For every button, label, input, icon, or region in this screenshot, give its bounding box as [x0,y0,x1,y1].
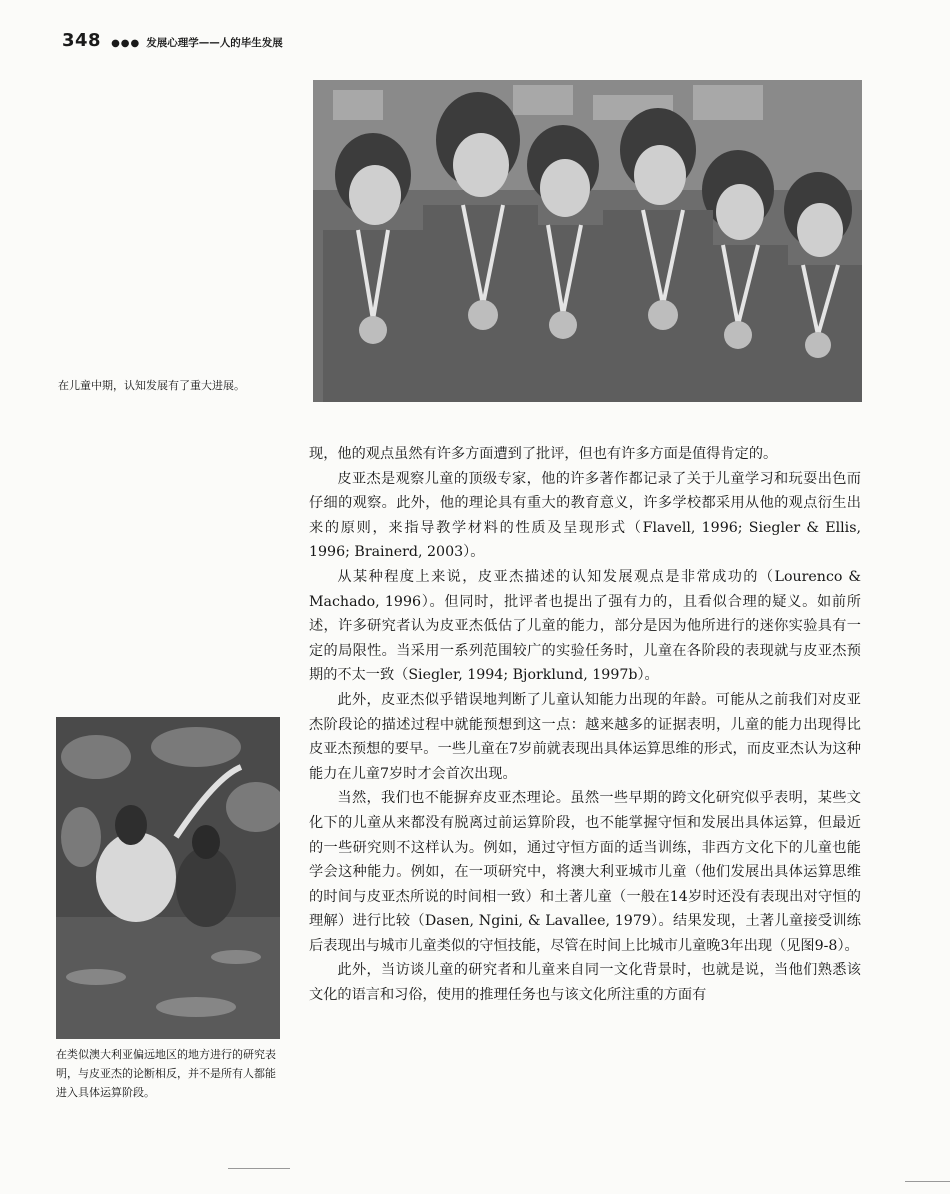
margin-rule [905,1181,950,1182]
running-header [62,30,283,51]
body-text [309,442,861,1008]
bottom-photo-caption: 在类似澳大利亚偏远地区的地方进行的研究表明，与皮亚杰的论断相反，并不是所有人都能进入具体运算阶段。 [56,1048,276,1099]
header-dots: ●●● [111,38,141,49]
paragraph: 现，他的观点虽然有许多方面遭到了批评，但也有许多方面是值得肯定的。 [309,446,778,462]
paragraph: 从某种程度上来说，皮亚杰描述的认知发展观点是非常成功的（Lourenco & Machado, 1996）。但同时，批评者也提出了强有力的，且看似合理的疑义。如前所述，许多研究者认为皮亚杰低估了儿童的能力，部分是因为他所进行的迷你实验具有一定的局限性。当采用一系列范围较广的实验任务时，儿童在各阶段的表现就与皮亚杰预期的不太一致（Siegler, 1994; Bjorklund, 1997b）。 [309,568,861,684]
running-title: 发展心理学——人的毕生发展 [146,37,283,49]
page-number: 348 [62,30,102,51]
outback-children-photo [56,717,280,1039]
children-medals-photo [313,80,862,402]
paragraph: 当然，我们也不能摒弃皮亚杰理论。虽然一些早期的跨文化研究似乎表明，某些文化下的儿童从来都没有脱离过前运算阶段，也不能掌握守恒和发展出具体运算，但最近的一些研究则不这样认为。例如，通过守恒方面的适当训练，非西方文化下的儿童也能学会这种能力。例如，在一项研究中，将澳大利亚城市儿童（他们发展出具体运算思维的时间与皮亚杰所说的时间相一致）和土著儿童（一般在14岁时还没有表现出对守恒的理解）进行比较（Dasen, Ngini, & Lavallee, 1979）。结果发现，土著儿童接受训练后表现出与城市儿童类似的守恒技能，尽管在时间上比城市儿童晚3年出现（见图9-8）。 [309,790,861,954]
footer-rule [228,1168,290,1169]
paragraph: 此外，皮亚杰似乎错误地判断了儿童认知能力出现的年龄。可能从之前我们对皮亚杰阶段论的描述过程中就能预想到这一点：越来越多的证据表明，儿童的能力出现得比皮亚杰预想的要早。一些儿童在7岁前就表现出具体运算思维的形式，而皮亚杰认为这种能力在儿童7岁时才会首次出现。 [309,691,861,782]
paragraph: 此外，当访谈儿童的研究者和儿童来自同一文化背景时，也就是说，当他们熟悉该文化的语言和习俗，使用的推理任务也与该文化所注重的方面有 [309,962,861,1004]
paragraph: 皮亚杰是观察儿童的顶级专家，他的许多著作都记录了关于儿童学习和玩耍出色而仔细的观察。此外，他的理论具有重大的教育意义，许多学校都采用从他的观点衍生出来的原则，来指导教学材料的性质及呈现形式（Flavell, 1996; Siegler & Ellis, 1996; Brainerd, 2003）。 [309,470,861,561]
top-photo-caption: 在儿童中期，认知发展有了重大进展。 [58,379,245,392]
